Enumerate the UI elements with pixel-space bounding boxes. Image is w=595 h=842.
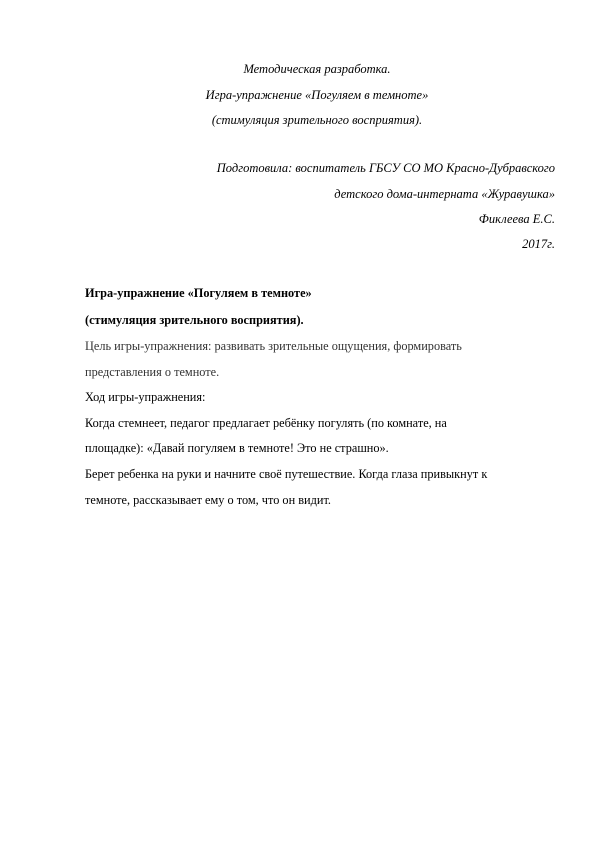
paragraph-2-line-2: темноте, рассказывает ему о том, что он видит.: [85, 493, 331, 507]
author-line-4: 2017г.: [522, 237, 555, 251]
author-line-3: Фиклеева Е.С.: [478, 212, 555, 226]
goal-line-2: представления о темноте.: [85, 365, 220, 379]
doc-subtitle: (стимуляция зрительного восприятия).: [85, 313, 304, 327]
header-line-3: (стимуляция зрительного восприятия).: [211, 113, 423, 127]
goal-line-1: Цель игры-упражнения: развивать зрительные ощущения, формировать: [85, 339, 462, 353]
author-line-2: детского дома-интерната «Журавушка»: [334, 187, 555, 201]
header-line-1: Методическая разработка.: [243, 62, 391, 76]
doc-title: Игра-упражнение «Погуляем в темноте»: [85, 286, 312, 300]
author-line-1: Подготовила: воспитатель ГБСУ СО МО Красно-Дубравского: [216, 161, 555, 175]
paragraph-1-line-2: площадке): «Давай погуляем в темноте! Это не страшно».: [85, 441, 389, 455]
header-line-2: Игра-упражнение «Погуляем в темноте»: [205, 88, 429, 102]
progress-heading: Ход игры-упражнения:: [85, 390, 206, 404]
paragraph-1-line-1: Когда стемнеет, педагог предлагает ребёнку погулять (по комнате, на: [85, 416, 447, 430]
paragraph-2-line-1: Берет ребенка на руки и начните своё путешествие. Когда глаза привыкнут к: [85, 467, 488, 481]
